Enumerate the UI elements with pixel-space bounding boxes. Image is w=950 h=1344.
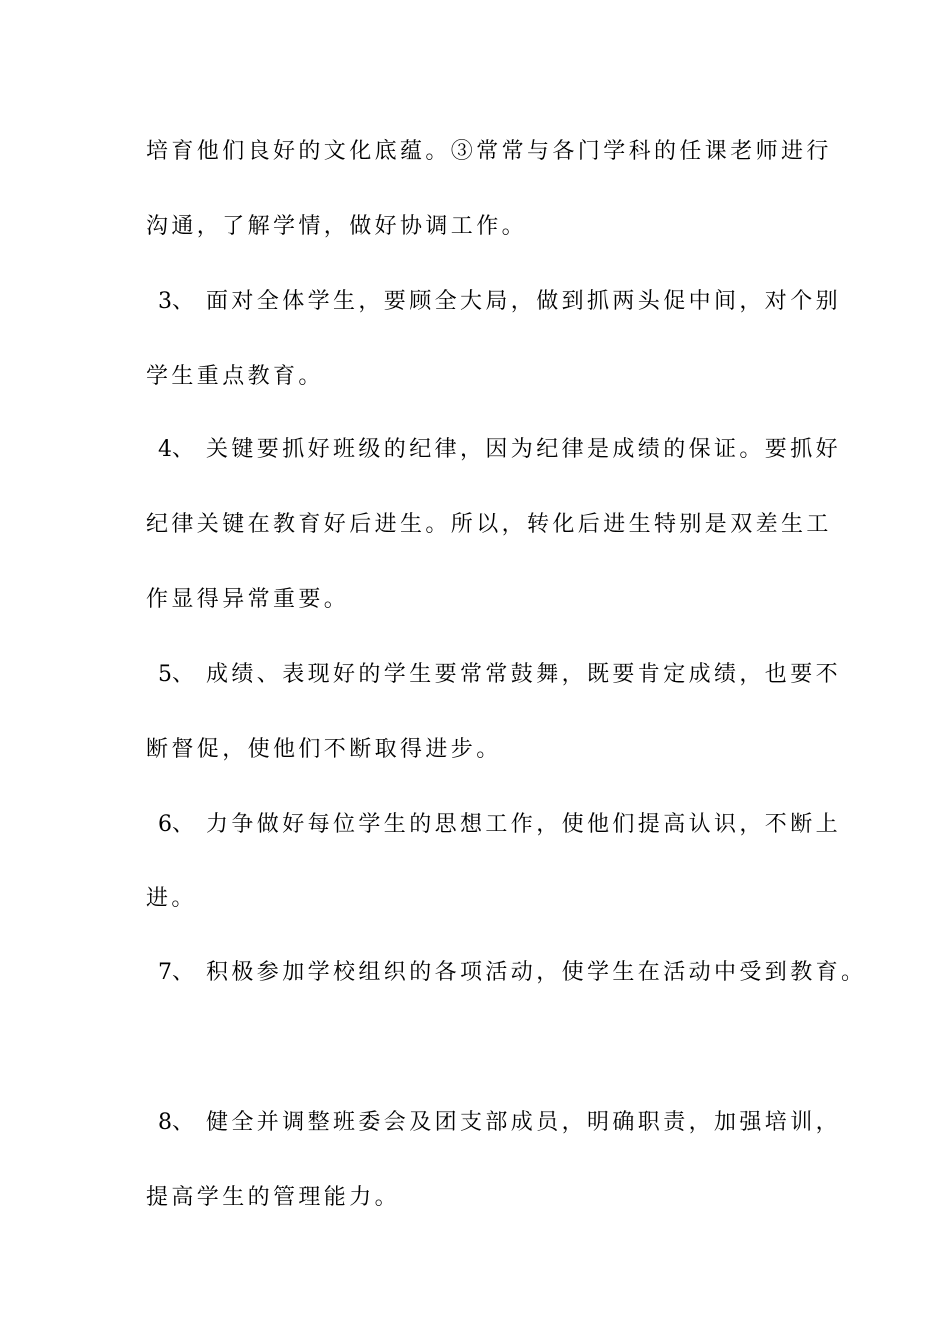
list-item [146,660,841,690]
list-item [146,1108,841,1138]
item-number: 3、 [158,289,194,314]
list-item [146,435,841,465]
item-number: 4、 [158,437,194,462]
text-line: 沟通，了解学情，做好协调工作。 [146,214,528,239]
list-item [146,287,841,317]
list-item [146,810,841,840]
text-line: 提高学生的管理能力。 [146,1185,401,1210]
item-text: 积极参加学校组织的各项活动，使学生在活动中受到教育。 [206,960,867,985]
text-line: 断督促，使他们不断取得进步。 [146,737,502,762]
item-number: 5、 [158,662,194,687]
item-number: 6、 [158,812,194,837]
item-text: 力争做好每位学生的思想工作，使他们提高认识，不断上 [206,812,842,837]
item-number: 7、 [158,960,194,985]
item-text: 面对全体学生，要顾全大局，做到抓两头促中间，对个别 [206,289,842,314]
item-number: 8、 [158,1110,194,1135]
text-line: 纪律关键在教育好后进生。所以，转化后进生特别是双差生工 [146,512,832,537]
item-text: 成绩、表现好的学生要常常鼓舞，既要肯定成绩，也要不 [206,662,842,687]
text-line: 学生重点教育。 [146,364,324,389]
item-text: 健全并调整班委会及团支部成员，明确职责，加强培训， [206,1110,842,1135]
text-line: 培育他们良好的文化底蕴。③常常与各门学科的任课老师进行 [146,139,832,164]
text-line: 作显得异常重要。 [146,587,350,612]
list-item [146,958,866,988]
item-text: 关键要抓好班级的纪律，因为纪律是成绩的保证。要抓好 [206,437,842,462]
text-line: 进。 [146,886,197,911]
